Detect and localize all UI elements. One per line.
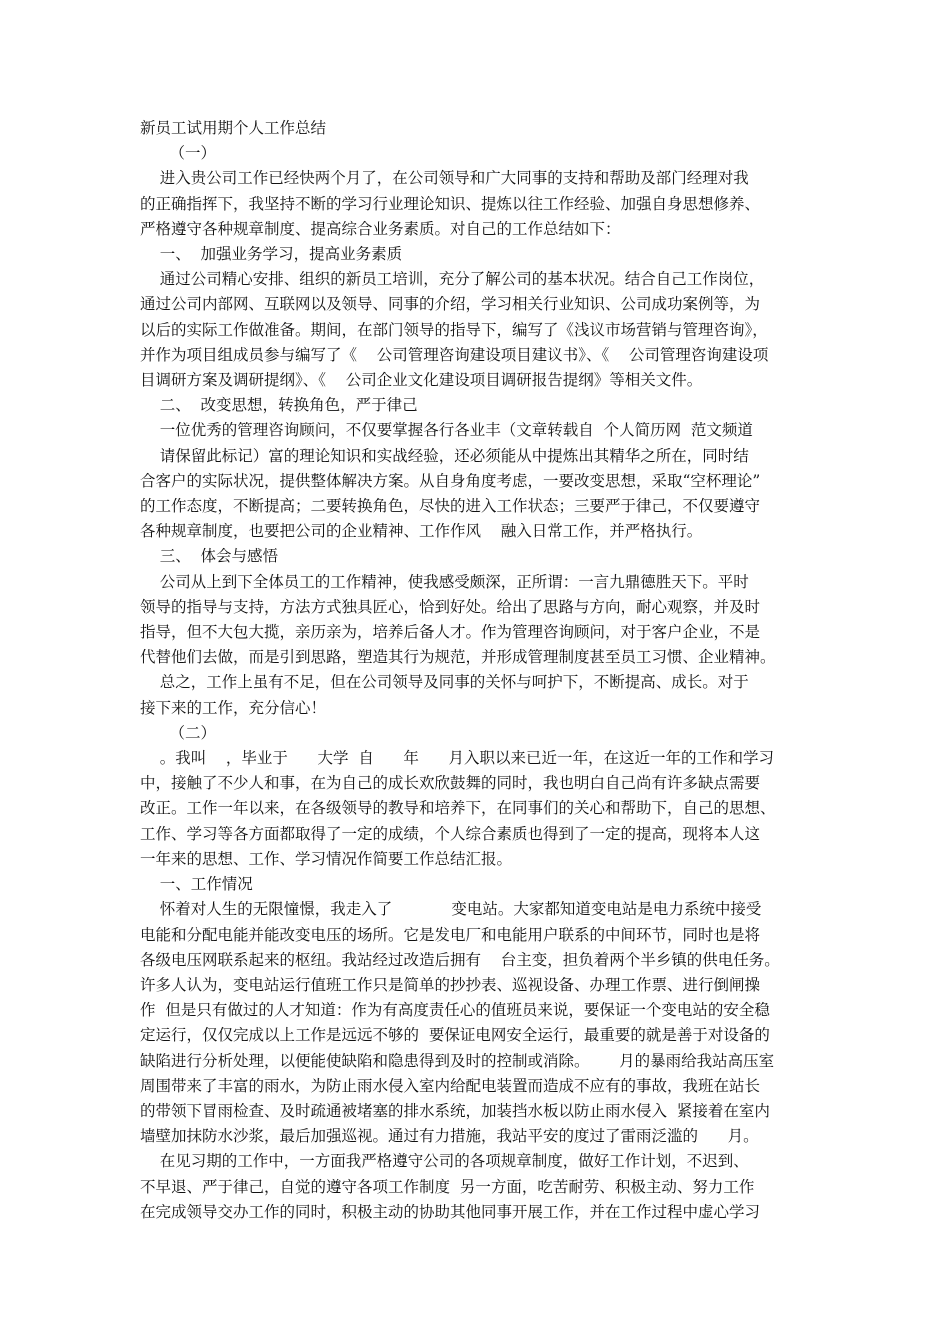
text-line: 二、 改变思想，转换角色，严于律己 [140,396,418,415]
text-line: 总之，工作上虽有不足，但在公司领导及同事的关怀与呵护下，不断提高、成长。对于 [140,673,749,692]
text-line: 怀着对人生的无限憧憬，我走入了 变电站。大家都知道变电站是电力系统中接受 [140,900,762,919]
text-line: 。我叫 ，毕业于 大学 自 年 月入职以来已近一年，在这近一年的工作和学习 [140,749,774,768]
text-line: 合客户的实际状况，提供整体解决方案。从自身角度考虑，一要改变思想，采取“空杯理论” [140,471,761,490]
text-line: 指导，但不大包大揽，亲历亲为，培养后备人才。作为管理咨询顾问，对于客户企业，不是 [140,623,761,642]
text-line: 工作、学习等各方面都取得了一定的成绩，个人综合素质也得到了一定的提高，现将本人这 [140,824,761,843]
text-line: 公司从上到下全体员工的工作精神，使我感受颇深，正所谓：一言九鼎德胜天下。平时 [140,572,749,591]
text-line: 定运行，仅仅完成以上工作是远远不够的 要保证电网安全运行，最重要的就是善于对设备的 [140,1026,770,1045]
text-line: 代替他们去做，而是引到思路，塑造其行为规范，并形成管理制度甚至员工习惯、企业精神。 [140,648,776,667]
text-line: 领导的指导与支持，方法方式独具匠心，恰到好处。给出了思路与方向，耐心观察，并及时 [140,597,761,616]
text-line: 的工作态度，不断提高；二要转换角色，尽快的进入工作状态；三要严于律己，不仅要遵守 [140,497,761,516]
text-line: 通过公司精心安排、组织的新员工培训，充分了解公司的基本状况。结合自己工作岗位， [140,270,765,289]
text-line: （一） [140,144,217,163]
text-line: 通过公司内部网、互联网以及领导、同事的介绍，学习相关行业知识、公司成功案例等，为 [140,295,761,314]
document-title: 新员工试用期个人工作总结 [140,119,327,137]
text-line: 请保留此标记）富的理论知识和实战经验，还必须能从中提炼出其精华之所在，同时结 [140,446,749,465]
text-line: （二） [140,723,217,742]
text-line: 接下来的工作，充分信心！ [140,698,327,717]
text-line: 周围带来了丰富的雨水，为防止雨水侵入室内给配电装置而造成不应有的事故，我班在站长 [140,1076,761,1095]
text-line: 一、 加强业务学习，提高业务素质 [140,245,403,264]
text-line: 一年来的思想、工作、学习情况作简要工作总结汇报。 [140,849,513,868]
text-line: 在见习期的工作中，一方面我严格遵守公司的各项规章制度，做好工作计划，不迟到、 [140,1152,749,1171]
text-line: 墙壁加抹防水沙浆，最后加强巡视。通过有力措施，我站平安的度过了雷雨泛滥的 月。 [140,1127,759,1146]
text-line: 并作为项目组成员参与编写了《 公司管理咨询建设项目建议书》、《 公司管理咨询建设项 [140,345,769,364]
document-body [140,116,815,1225]
text-line: 中，接触了不少人和事，在为自己的成长欢欣鼓舞的同时，我也明白自己尚有许多缺点需要 [140,774,761,793]
text-line: 在完成领导交办工作的同时，积极主动的协助其他同事开展工作，并在工作过程中虚心学习 [140,1202,761,1221]
text-line: 一位优秀的管理咨询顾问，不仅要掌握各行各业丰（文章转载自 个人简历网 范文频道 [140,421,753,440]
text-line: 各种规章制度，也要把公司的企业精神、工作作风 融入日常工作，并严格执行。 [140,522,703,541]
text-line: 作 但是只有做过的人才知道：作为有高度责任心的值班员来说，要保证一个变电站的安全稳 [140,1001,770,1020]
text-line: 的带领下冒雨检查、及时疏通被堵塞的排水系统，加装挡水板以防止雨水侵入 紧接着在室内 [140,1101,770,1120]
text-line: 目调研方案及调研提纲》、《 公司企业文化建设项目调研报告提纲》等相关文件。 [140,371,703,390]
document-lines [140,141,815,1225]
text-line: 以后的实际工作做准备。期间，在部门领导的指导下，编写了《浅议市场营销与管理咨询》， [140,320,768,339]
text-line: 各级电压网联系起来的枢纽。我站经过改造后拥有 台主变，担负着两个半乡镇的供电任务。 [140,950,780,969]
text-line: 进入贵公司工作已经快两个月了，在公司领导和广大同事的支持和帮助及部门经理对我 [140,169,749,188]
text-line: 许多人认为，变电站运行值班工作只是简单的抄抄表、巡视设备、办理工作票、进行倒闸操 [140,975,761,994]
text-line: 不早退、严于律己，自觉的遵守各项工作制度 另一方面，吃苦耐劳、积极主动、努力工作 [140,1177,755,1196]
text-line: 三、 体会与感悟 [140,547,279,566]
text-line: 严格遵守各种规章制度、提高综合业务素质。对自己的工作总结如下： [140,219,621,238]
text-line: 改正。工作一年以来，在各级领导的教导和培养下，在同事们的关心和帮助下，自己的思想、 [140,799,776,818]
text-line: 一、工作情况 [140,875,253,894]
text-line: 的正确指挥下，我坚持不断的学习行业理论知识、提炼以往工作经验、加强自身思想修养、 [140,194,761,213]
text-line: 缺陷进行分析处理，以便能使缺陷和隐患得到及时的控制或消除。 月的暴雨给我站高压室 [140,1051,775,1070]
text-line: 电能和分配电能并能改变电压的场所。它是发电厂和电能用户联系的中间环节，同时也是将 [140,925,761,944]
